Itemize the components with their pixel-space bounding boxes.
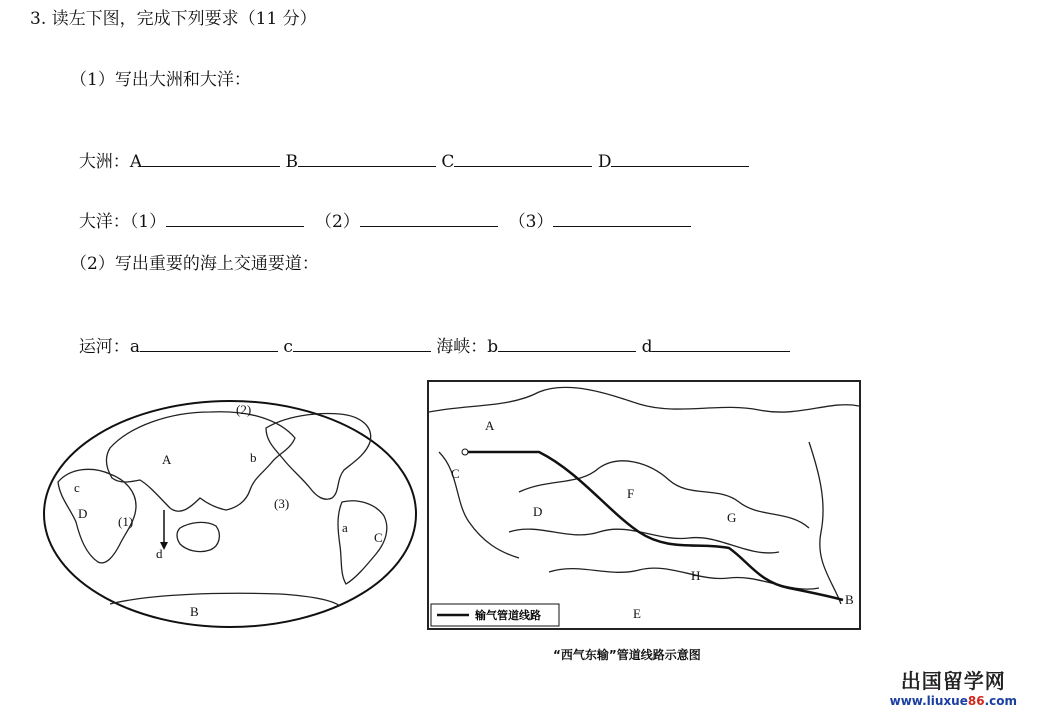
wm-label-C: C [374, 530, 383, 545]
oceans-row [68, 187, 691, 232]
continent-b-label: B [285, 152, 298, 172]
cm-label-D: D [533, 504, 543, 519]
ocean-2-label: （2） [314, 212, 360, 232]
border-region-2 [509, 529, 779, 553]
strait-d-label: d [641, 337, 653, 357]
ocean-1-blank[interactable] [166, 210, 304, 227]
cm-label-E: E [633, 606, 641, 621]
continents-label: 大洲： [78, 152, 130, 172]
ocean-1-label: （1） [129, 212, 167, 232]
world-map [40, 398, 420, 630]
pipeline-start [462, 449, 468, 455]
part1-prompt: （1）写出大洲和大洋： [70, 70, 251, 90]
watermark-title: 出国留学网 [900, 669, 1006, 693]
continent-b-blank[interactable] [298, 150, 436, 167]
wm-label-c: c [74, 480, 80, 495]
cm-label-F: F [627, 486, 635, 501]
cm-label-B: B [845, 592, 854, 607]
canals-label: 运河： [78, 337, 130, 357]
border-north [429, 387, 859, 412]
wm-label-A: A [162, 452, 172, 467]
ocean-3-label: （3） [508, 212, 554, 232]
continent-a-label: A [129, 152, 143, 172]
wm-label-B: B [190, 604, 199, 619]
watermark-url-suffix: .com [984, 694, 1017, 708]
wm-label-d: d [156, 546, 163, 561]
straits-label: 海峡： [436, 337, 488, 357]
cm-label-A: A [485, 418, 495, 433]
border-region-1 [519, 461, 809, 528]
strait-d-blank[interactable] [652, 335, 790, 352]
oceans-label: 大洋： [78, 212, 130, 232]
watermark-url-highlight: 86 [967, 694, 985, 708]
cm-label-H: H [691, 568, 701, 583]
canal-c-label: c [283, 337, 293, 357]
border-east [809, 442, 841, 604]
legend-text: 输气管道线路 [475, 609, 541, 622]
canal-c-blank[interactable] [293, 335, 431, 352]
strait-b-label: b [487, 337, 499, 357]
canal-a-label: a [129, 337, 140, 357]
china-map [429, 382, 859, 628]
continents-row [68, 127, 749, 172]
wm-label-o3: (3) [274, 496, 290, 511]
china-map-frame [427, 380, 861, 630]
ocean-2-blank[interactable] [360, 210, 498, 227]
continent-c-label: C [441, 152, 455, 172]
question-title: 3. 读左下图，完成下列要求（11 分） [30, 9, 317, 29]
wm-label-D: D [78, 506, 88, 521]
cm-label-C: C [451, 466, 460, 481]
site-watermark [890, 665, 1017, 708]
wm-label-o1: (1) [118, 514, 134, 529]
continent-d-blank[interactable] [611, 150, 749, 167]
wm-label-b: b [250, 450, 257, 465]
ocean-3-blank[interactable] [553, 210, 691, 227]
wm-label-o2: (2) [236, 402, 252, 417]
wm-label-a: a [342, 520, 348, 535]
watermark-url [890, 694, 1017, 708]
continent-a-blank[interactable] [142, 150, 280, 167]
routes-row [68, 312, 790, 357]
continent-c-blank[interactable] [454, 150, 592, 167]
strait-b-blank[interactable] [498, 335, 636, 352]
gas-pipeline [465, 452, 843, 600]
china-map-caption: “西气东输”管道线路示意图 [553, 648, 701, 662]
part2-prompt: （2）写出重要的海上交通要道： [70, 254, 319, 274]
cm-label-G: G [727, 510, 737, 525]
continent-d-label: D [597, 152, 612, 172]
watermark-url-prefix: www.liuxue [889, 694, 968, 708]
canal-a-blank[interactable] [140, 335, 278, 352]
